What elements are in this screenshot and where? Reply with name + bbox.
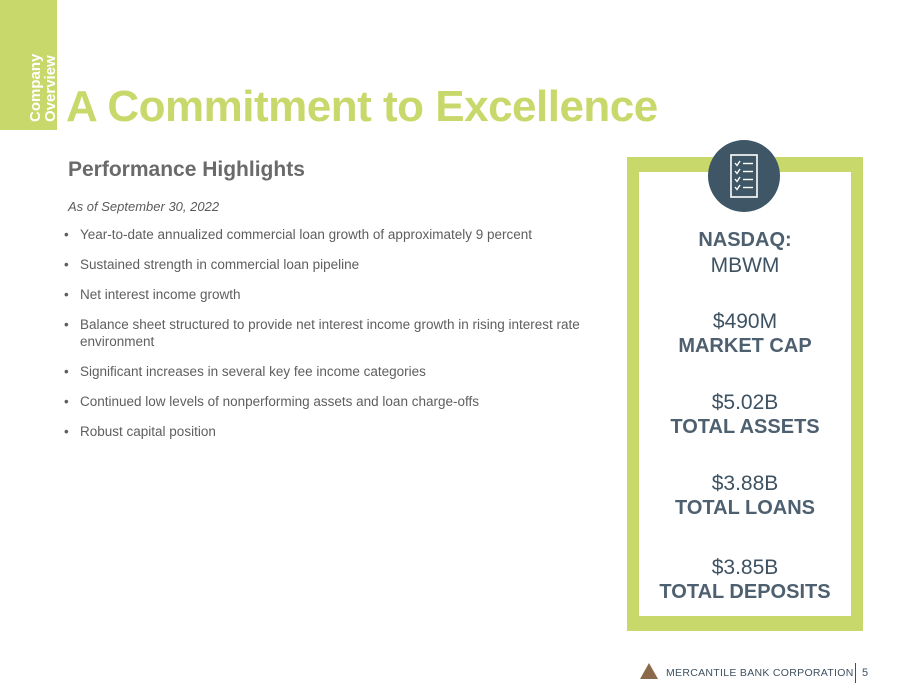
highlight-item: • Year-to-date annualized commercial loan growth of approximately 9 percent — [64, 226, 609, 243]
side-tab-line-2: Overview — [42, 55, 59, 122]
stat-nasdaq — [627, 228, 863, 278]
highlight-item: • Robust capital position — [64, 423, 609, 440]
highlight-item: • Significant increases in several key fee income categories — [64, 363, 609, 380]
stat-total-loans — [627, 471, 863, 521]
stat-label: TOTAL LOANS — [675, 497, 815, 519]
footer-divider — [855, 663, 856, 683]
stat-value: $5.02B — [711, 391, 779, 414]
highlights-list — [64, 226, 609, 453]
page-title: A Commitment to Excellence — [66, 82, 658, 131]
triangle-logo-icon — [640, 663, 658, 679]
highlight-item: • Sustained strength in commercial loan pipeline — [64, 256, 609, 273]
stat-label: MARKET CAP — [678, 335, 812, 357]
stat-label: TOTAL DEPOSITS — [659, 581, 831, 603]
side-tab-text — [28, 54, 58, 122]
stat-label: NASDAQ: — [698, 229, 792, 251]
stat-market-cap — [627, 309, 863, 359]
stat-value: MBWM — [710, 254, 780, 277]
as-of-date: As of September 30, 2022 — [68, 199, 220, 214]
page-number: 5 — [862, 667, 869, 679]
stat-total-deposits — [627, 555, 863, 605]
stat-value: $3.88B — [711, 472, 779, 495]
stat-label: TOTAL ASSETS — [670, 416, 820, 438]
highlight-item: • Balance sheet structured to provide net interest income growth in rising interest rate environment — [64, 316, 609, 350]
highlight-item: • Net interest income growth — [64, 286, 609, 303]
highlight-item: • Continued low levels of nonperforming assets and loan charge-offs — [64, 393, 609, 410]
side-tab-line-1: Company — [27, 53, 44, 122]
footer-company-name: MERCANTILE BANK CORPORATION — [666, 667, 854, 679]
stat-value: $3.85B — [711, 556, 779, 579]
section-subtitle: Performance Highlights — [68, 158, 305, 181]
stat-total-assets — [627, 390, 863, 440]
side-tab — [0, 0, 57, 130]
checklist-icon — [708, 140, 780, 212]
stat-value: $490M — [712, 310, 778, 333]
